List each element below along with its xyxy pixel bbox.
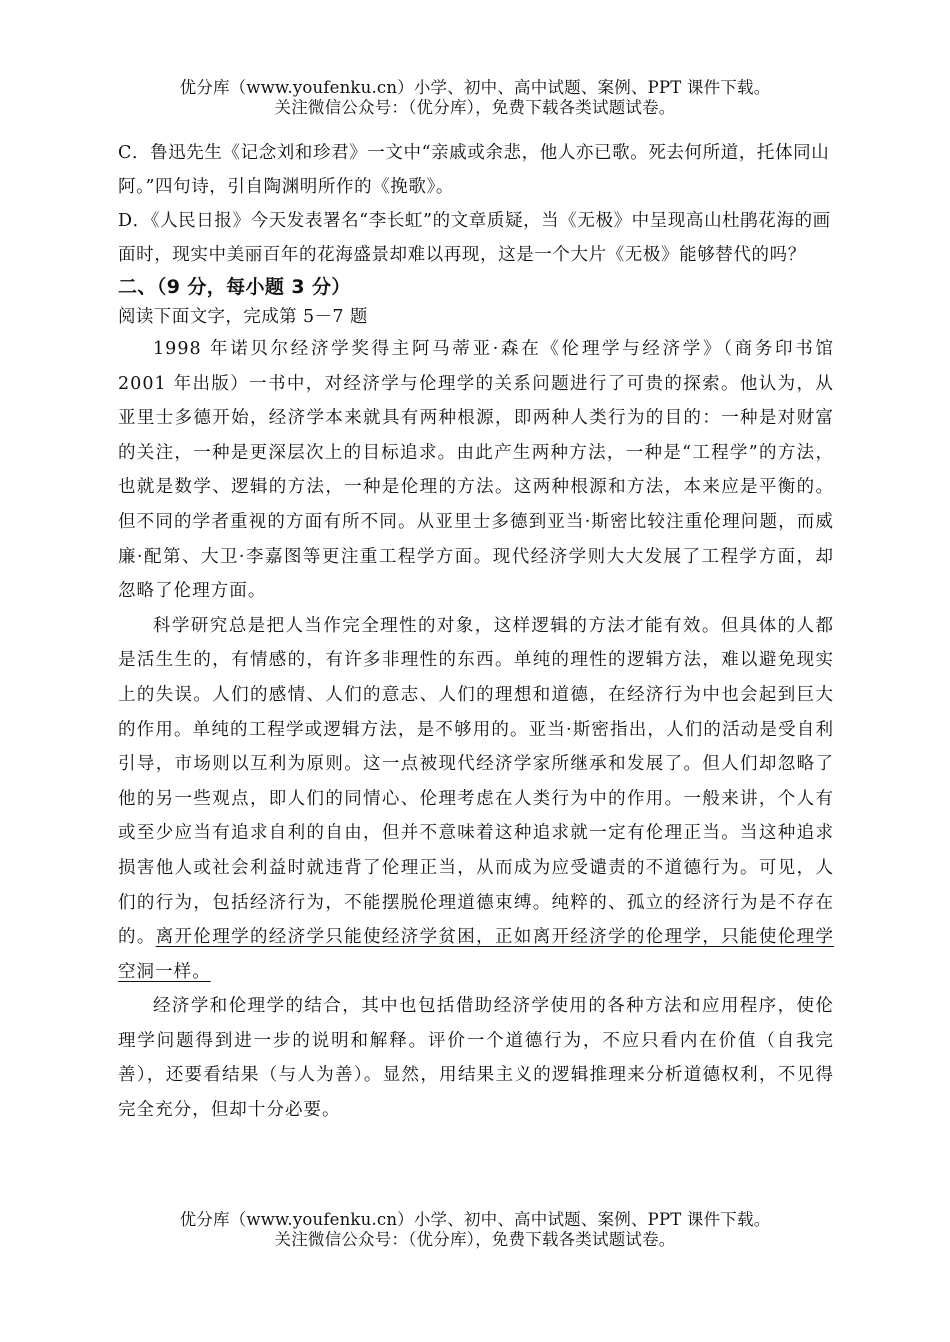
section-instruction: 阅读下面文字，完成第 5－7 题 <box>118 307 368 327</box>
underlined-sentence: 离开伦理学的经济学只能使经济学贫困，正如离开经济学的伦理学，只能使伦理学空洞一样。 <box>118 927 834 982</box>
section-title: 二、（9 分，每小题 3 分） <box>118 276 351 298</box>
document-body <box>118 136 834 1128</box>
page-header <box>0 78 950 118</box>
footer-line-2: 关注微信公众号：（优分库），免费下载各类试题试卷。 <box>274 1230 676 1249</box>
passage-paragraph-2 <box>118 609 834 990</box>
passage-paragraph-3: 经济学和伦理学的结合，其中也包括借助经济学使用的各种方法和应用程序，使伦理学问题得到进一步的说明和解释。评价一个道德行为，不应只看内在价值（自我完善），还要看结果（与人为善）。显然，用结果主义的逻辑推理来分析道德权利，不见得完全充分，但却十分必要。 <box>118 996 834 1121</box>
header-line-1: 优分库（www.youfenku.cn）小学、初中、高中试题、案例、PPT 课件下载。 <box>179 78 771 97</box>
page-footer <box>0 1210 950 1250</box>
option-d: D．《人民日报》今天发表署名“李长虹”的文章质疑，当《无极》中呈现高山杜鹃花海的画面时，现实中美丽百年的花海盛景却难以再现，这是一个大片《无极》能够替代的吗？ <box>118 211 831 265</box>
passage-paragraph-1: 1998 年诺贝尔经济学奖得主阿马蒂亚·森在《伦理学与经济学》（商务印书馆 2001 年出版）一书中，对经济学与伦理学的关系问题进行了可贵的探索。他认为，从亚里士多德开始，经济学本来就具有两种根源，即两种人类行为的目的：一种是对财富的关注，一种是更深层次上的目标追求。由此产生两种方法，一种是“工程学”的方法，也就是数学、逻辑的方法，一种是伦理的方法。这两种根源和方法，本来应是平衡的。但不同的学者重视的方面有所不同。从亚里士多德到亚当·斯密比较注重伦理问题，而威廉·配第、大卫·李嘉图等更注重工程学方面。现代经济学则大大发展了工程学方面，却忽略了伦理方面。 <box>118 339 834 602</box>
paragraph-2-text: 科学研究总是把人当作完全理性的对象，这样逻辑的方法才能有效。但具体的人都是活生生的，有情感的，有许多非理性的东西。单纯的理性的逻辑方法，难以避免现实上的失误。人们的感情、人们的意志、人们的理想和道德，在经济行为中也会起到巨大的作用。单纯的工程学或逻辑方法，是不够用的。亚当·斯密指出，人们的活动是受自利引导，市场则以互利为原则。这一点被现代经济学家所继承和发展了。但人们却忽略了他的另一些观点，即人们的同情心、伦理考虑在人类行为中的作用。一般来讲，个人有或至少应当有追求自利的自由，但并不意味着这种追求就一定有伦理正当。当这种追求损害他人或社会利益时就违背了伦理正当，从而成为应受谴责的不道德行为。可见，人们的行为，包括经济行为，不能摆脱伦理道德束缚。纯粹的、孤立的经济行为是不存在的。 <box>118 615 834 948</box>
footer-line-1: 优分库（www.youfenku.cn）小学、初中、高中试题、案例、PPT 课件下载。 <box>179 1210 771 1229</box>
header-line-2: 关注微信公众号：（优分库），免费下载各类试题试卷。 <box>274 98 676 117</box>
option-c: C．鲁迅先生《记念刘和珍君》一文中“亲戚或余悲，他人亦已歌。死去何所道，托体同山阿。”四句诗，引自陶渊明所作的《挽歌》。 <box>118 143 830 197</box>
